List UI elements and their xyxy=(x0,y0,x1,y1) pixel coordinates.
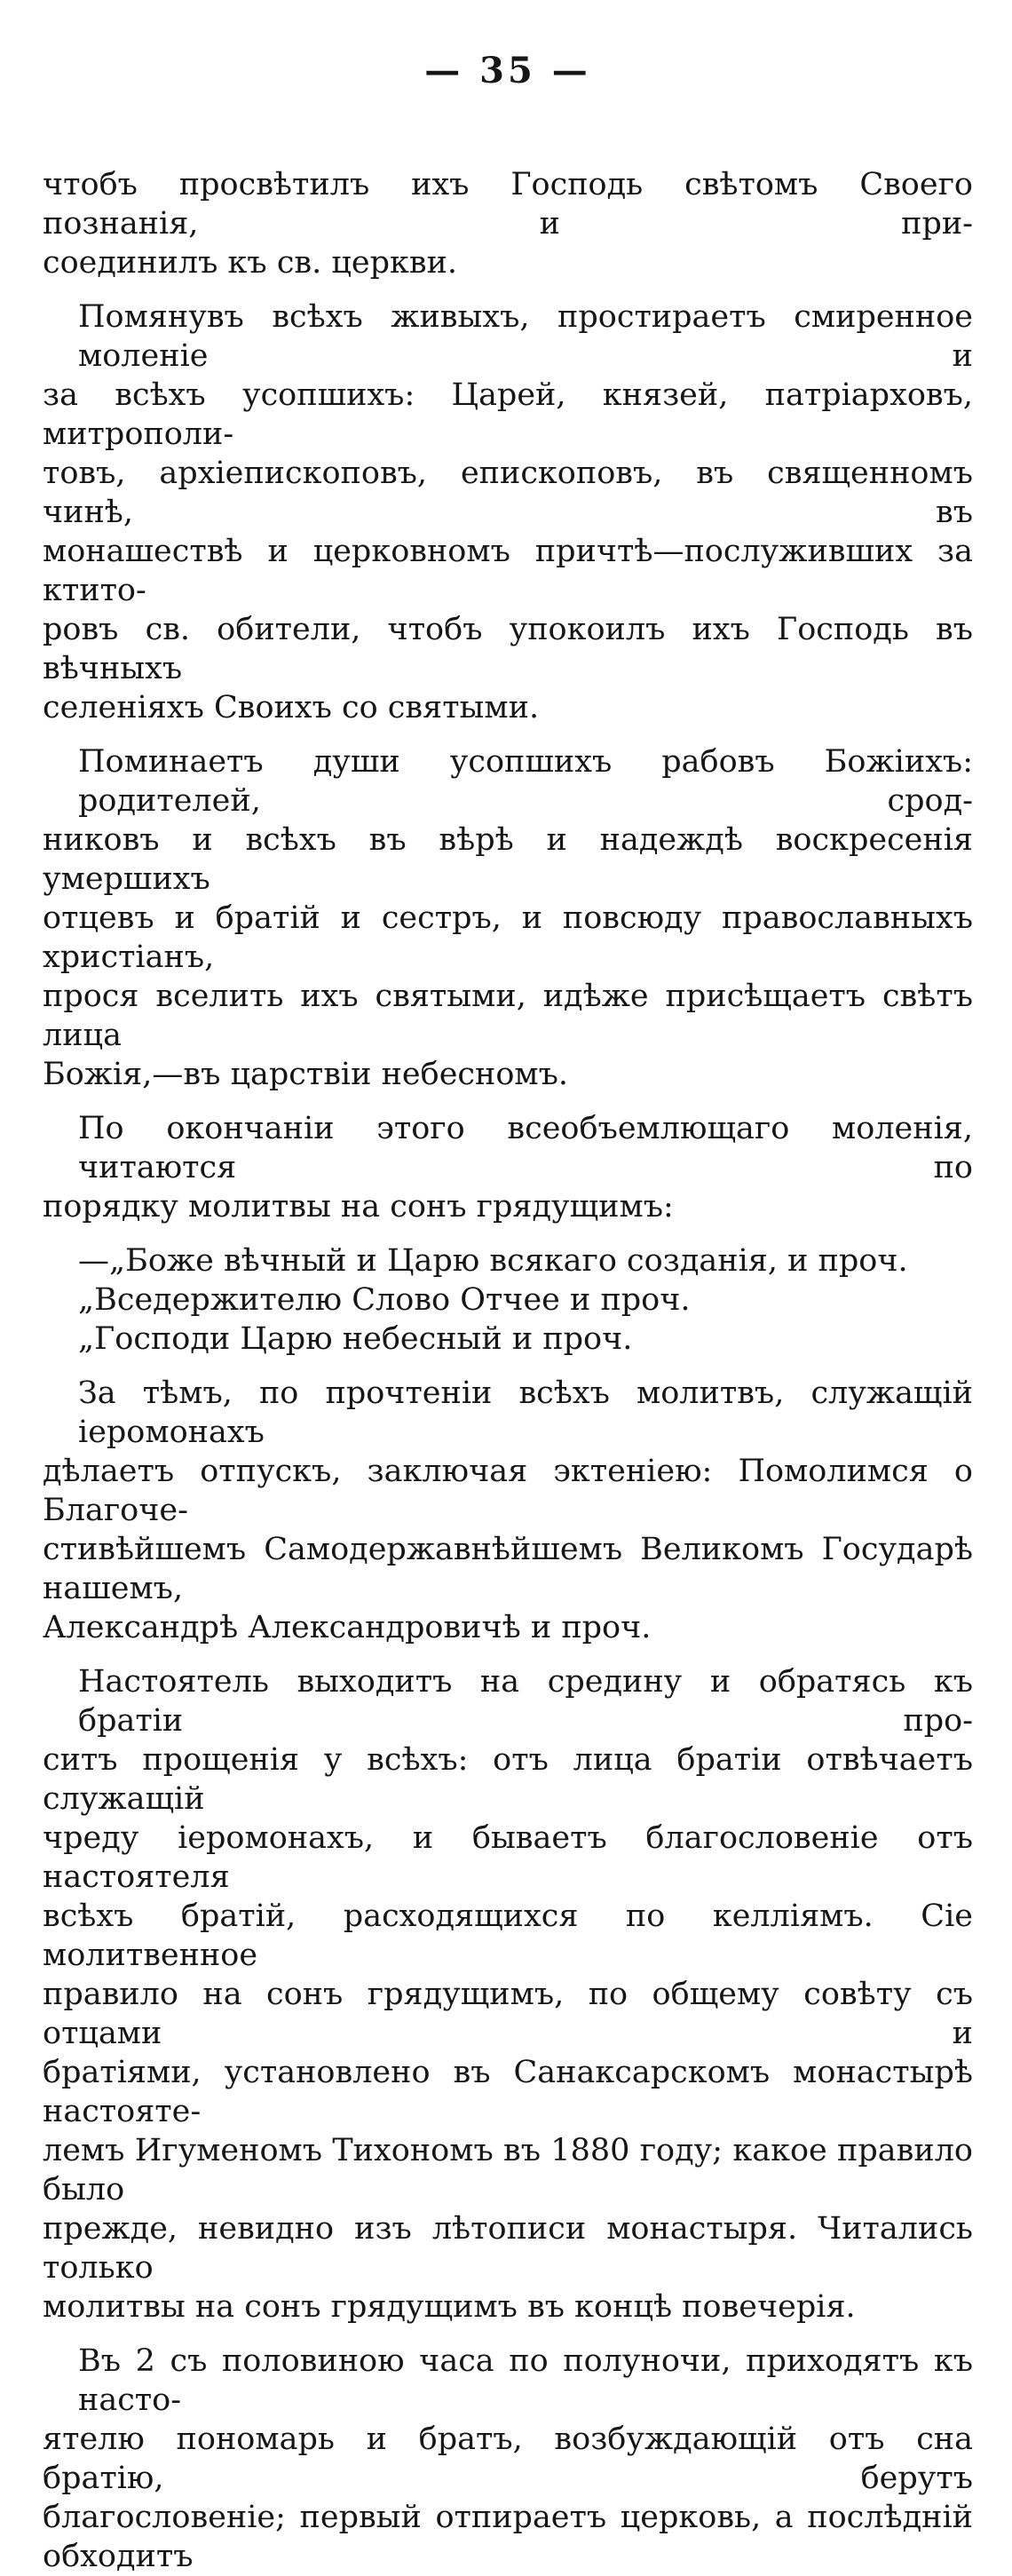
prayer-line: „Господи Царю небесный и проч. xyxy=(78,1321,633,1357)
text-line: благословеніе; первый отпираетъ церковь, а послѣдній обходитъ xyxy=(43,2500,973,2574)
page-number: — 35 — xyxy=(424,50,591,91)
text-line: братіями, установлено въ Санаксарскомъ монастырѣ настояте- xyxy=(43,2055,973,2129)
text-line: Божія,—въ царствіи небесномъ. xyxy=(43,1057,569,1092)
text-line: Въ 2 съ половиною часа по полуночи, приходятъ къ насто- xyxy=(78,2343,973,2418)
text-line: прося вселить ихъ святыми, идѣже присѣщаетъ свѣтъ лица xyxy=(43,979,973,1053)
text-line: никовъ и всѣхъ въ вѣрѣ и надеждѣ воскресенія умершихъ xyxy=(43,822,973,897)
text-line: Помянувъ всѣхъ живыхъ, простираетъ смиренное моленіе и xyxy=(78,299,973,374)
text-line: По окончаніи этого всеобъемлющаго моленія, читаются по xyxy=(78,1111,973,1185)
text-line: Настоятель выходитъ на средину и обратясь къ братіи про- xyxy=(78,1664,973,1739)
paragraph xyxy=(43,1109,973,1226)
text-line: селеніяхъ Своихъ со святыми. xyxy=(43,690,540,725)
text-line: молитвы на сонъ грядущимъ въ концѣ повечерія. xyxy=(43,2289,856,2325)
text-line: правило на сонъ грядущимъ, по общему совѣту съ отцами и xyxy=(43,1977,973,2051)
text-line: чтобъ просвѣтилъ ихъ Господь свѣтомъ Своего познанія, и при- xyxy=(43,167,973,242)
text-line: монашествѣ и церковномъ причтѣ—послуживших за ктито- xyxy=(43,534,973,608)
paragraph xyxy=(43,1662,973,2326)
text-line: лемъ Игуменомъ Тихономъ въ 1880 году; какое правило было xyxy=(43,2133,973,2207)
text-line: всѣхъ братій, расходящихся по келліямъ. Сіе молитвенное xyxy=(43,1898,973,1973)
text-line: отцевъ и братій и сестръ, и повсюду православныхъ христіанъ, xyxy=(43,900,973,975)
text-line: порядку молитвы на сонъ грядущимъ: xyxy=(43,1189,674,1225)
text-line: За тѣмъ, по прочтеніи всѣхъ молитвъ, служащій іеромонахъ xyxy=(78,1375,973,1450)
text-line: стивѣйшемъ Самодержавнѣйшемъ Великомъ Государѣ нашемъ, xyxy=(43,1532,973,1606)
text-line: соединилъ къ св. церкви. xyxy=(43,245,458,281)
paragraph xyxy=(43,742,973,1094)
prayer-line: —„Боже вѣчный и Царю всякаго созданія, и проч. xyxy=(78,1243,908,1279)
text-line: дѣлаетъ отпускъ, заключая эктеніею: Помолимся о Благоче- xyxy=(43,1454,973,1528)
text-line: чреду іеромонахъ, и бываетъ благословеніе отъ настоятеля xyxy=(43,1820,973,1895)
text-line: ятелю пономарь и братъ, возбуждающій отъ сна братію, берутъ xyxy=(43,2421,973,2496)
paragraph xyxy=(43,297,973,727)
prayer-line: „Вседержителю Слово Отчее и проч. xyxy=(78,1282,691,1318)
paragraph xyxy=(43,165,973,282)
text-line: ровъ св. обители, чтобъ упокоилъ ихъ Господь въ вѣчныхъ xyxy=(43,612,973,686)
text-line: ситъ прощенія у всѣхъ: отъ лица братіи отвѣчаетъ служащій xyxy=(43,1742,973,1817)
paragraph xyxy=(43,2342,973,2576)
text-line: Александрѣ Александровичѣ и проч. xyxy=(43,1610,652,1645)
prayer-list xyxy=(43,1241,973,1359)
paragraph xyxy=(43,1374,973,1647)
text-line: Поминаетъ души усопшихъ рабовъ Божіихъ: родителей, срод- xyxy=(78,744,973,819)
text-line: товъ, архіепископовъ, епископовъ, въ священномъ чинѣ, въ xyxy=(43,456,973,530)
text-line: прежде, невидно изъ лѣтописи монастыря. Читались только xyxy=(43,2211,973,2286)
text-line: за всѣхъ усопшихъ: Царей, князей, патріарховъ, митрополи- xyxy=(43,377,973,452)
